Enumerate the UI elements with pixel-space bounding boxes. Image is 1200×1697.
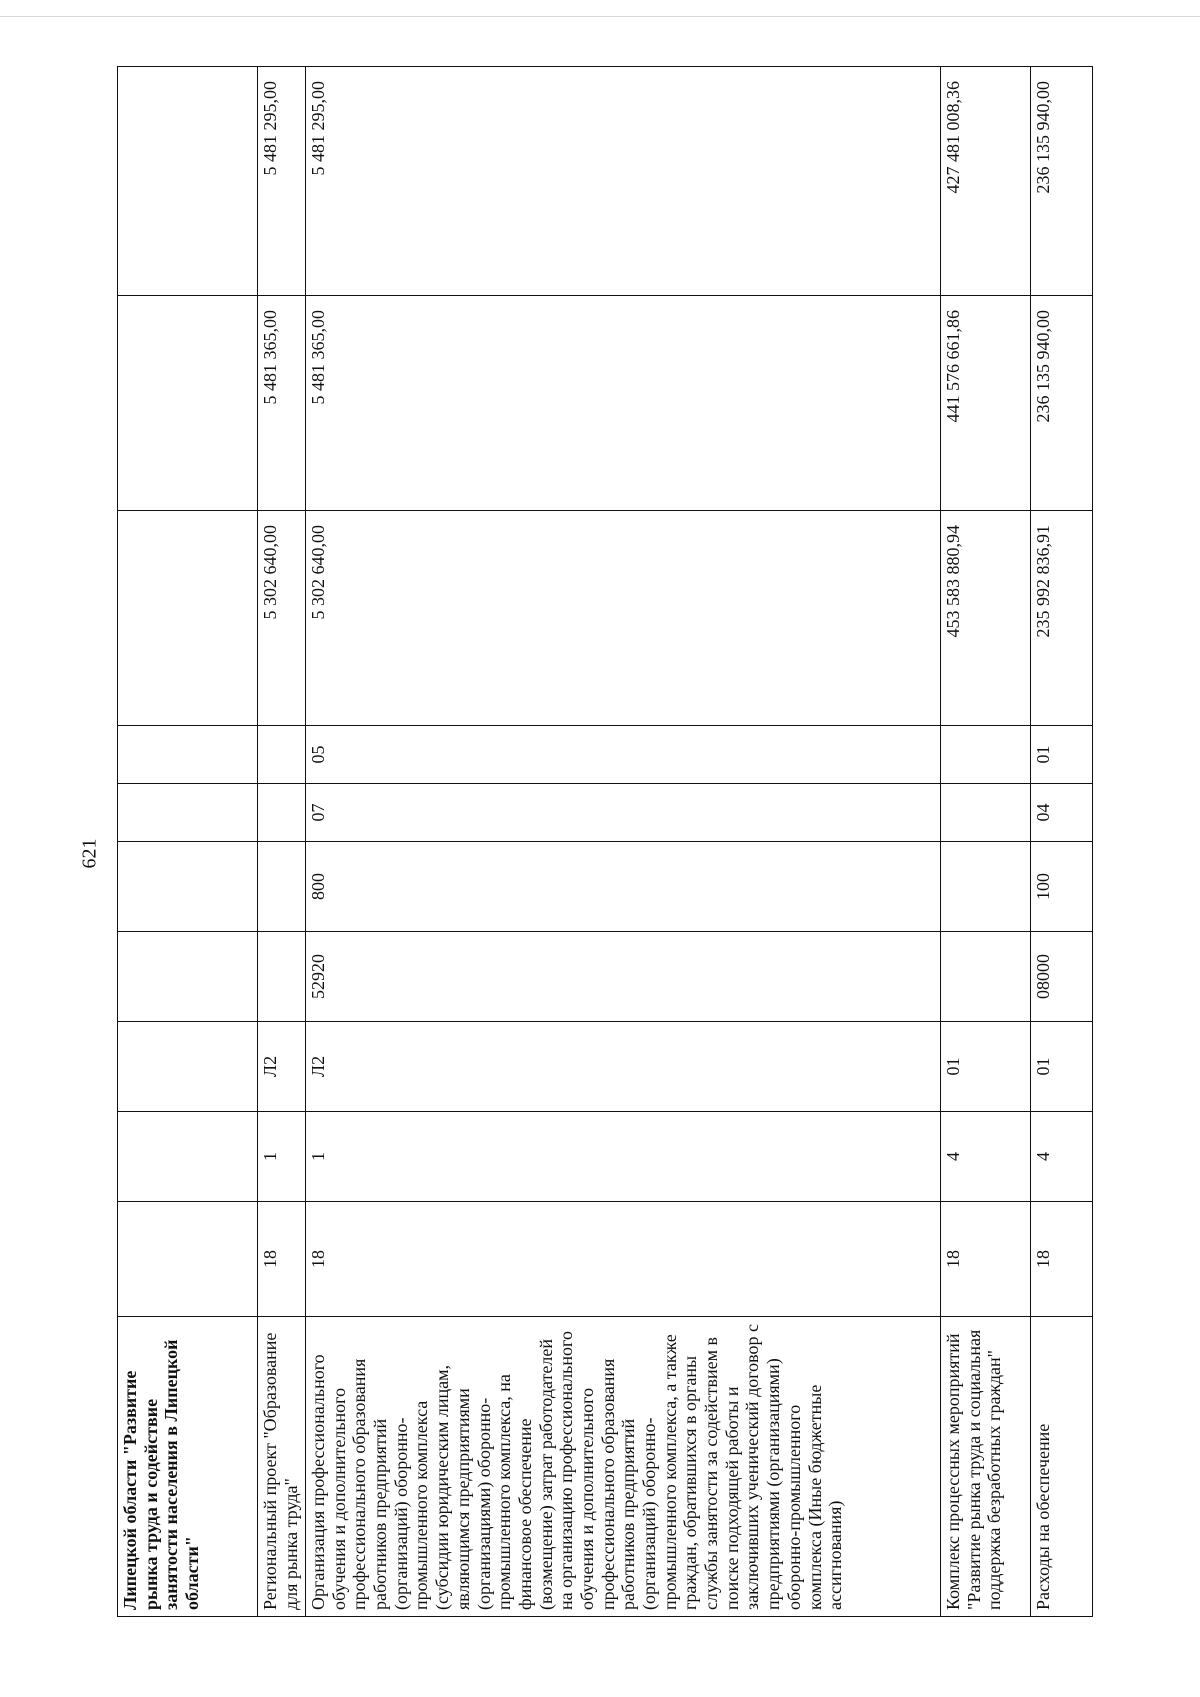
code-subsection-cell: 01 bbox=[1031, 726, 1093, 784]
code-project-cell: Л2 bbox=[306, 1022, 941, 1112]
row-name-cell: Региональный проект "Образование для рынка труда" bbox=[258, 1317, 306, 1617]
table-row bbox=[258, 67, 306, 1617]
code-project-cell: Л2 bbox=[258, 1022, 306, 1112]
amount-year2-cell: 5 481 365,00 bbox=[258, 296, 306, 511]
table-row bbox=[118, 67, 258, 1617]
code-direction-cell: 52920 bbox=[306, 932, 941, 1022]
row-name-cell: Организация профессионального обучения и дополнительного профессионального образования работников предприятий (организаций) оборонно-промышленного комплекса (субсидии юридическим лицам, являющимся предприятиями (организациями) оборонно-промышленного комплекса, на финансовое обеспечение (возмещение) затрат работодателей на организацию профессионального обучения и дополнительного профессионального образования работников предприятий (организаций) оборонно-промышленного комплекса, а также граждан, обратившихся в органы службы занятости за содействием в поиске подходящей работы и заключивших ученический договор с предприятиями (организациями) оборонно-промышленного комплекса (Иные бюджетные ассигнования) bbox=[306, 1317, 941, 1617]
amount-year2-cell bbox=[118, 296, 258, 511]
code-section-cell: 07 bbox=[306, 784, 941, 842]
code-expense-type-cell: 800 bbox=[306, 842, 941, 932]
amount-year2-cell: 236 135 940,00 bbox=[1031, 296, 1093, 511]
code-subprogram-cell bbox=[118, 1112, 258, 1202]
code-project-cell: 01 bbox=[1031, 1022, 1093, 1112]
code-gp-cell: 18 bbox=[258, 1202, 306, 1317]
code-subprogram-cell: 1 bbox=[258, 1112, 306, 1202]
budget-table bbox=[117, 66, 1093, 1617]
code-project-cell bbox=[118, 1022, 258, 1112]
code-expense-type-cell bbox=[941, 842, 1031, 932]
code-expense-type-cell bbox=[118, 842, 258, 932]
amount-year1-cell bbox=[118, 511, 258, 726]
code-gp-cell: 18 bbox=[1031, 1202, 1093, 1317]
amount-year1-cell: 5 302 640,00 bbox=[306, 511, 941, 726]
code-gp-cell bbox=[118, 1202, 258, 1317]
code-subprogram-cell: 4 bbox=[1031, 1112, 1093, 1202]
code-section-cell: 04 bbox=[1031, 784, 1093, 842]
code-subsection-cell bbox=[258, 726, 306, 784]
code-gp-cell: 18 bbox=[306, 1202, 941, 1317]
code-subprogram-cell: 4 bbox=[941, 1112, 1031, 1202]
code-subsection-cell bbox=[118, 726, 258, 784]
code-section-cell bbox=[118, 784, 258, 842]
amount-year1-cell: 5 302 640,00 bbox=[258, 511, 306, 726]
amount-year1-cell: 453 583 880,94 bbox=[941, 511, 1031, 726]
table-row bbox=[1031, 67, 1093, 1617]
code-expense-type-cell: 100 bbox=[1031, 842, 1093, 932]
row-name-cell: Липецкой области "Развитие рынка труда и содействие занятости населения в Липецкой области" bbox=[118, 1317, 258, 1617]
code-gp-cell: 18 bbox=[941, 1202, 1031, 1317]
amount-year1-cell: 235 992 836,91 bbox=[1031, 511, 1093, 726]
amount-year3-cell: 427 481 008,36 bbox=[941, 67, 1031, 296]
row-name-cell: Расходы на обеспечение bbox=[1031, 1317, 1093, 1617]
amount-year3-cell: 236 135 940,00 bbox=[1031, 67, 1093, 296]
code-direction-cell bbox=[941, 932, 1031, 1022]
code-section-cell bbox=[258, 784, 306, 842]
code-direction-cell bbox=[118, 932, 258, 1022]
amount-year2-cell: 441 576 661,86 bbox=[941, 296, 1031, 511]
code-subprogram-cell: 1 bbox=[306, 1112, 941, 1202]
code-expense-type-cell bbox=[258, 842, 306, 932]
code-project-cell: 01 bbox=[941, 1022, 1031, 1112]
table-row bbox=[306, 67, 941, 1617]
amount-year3-cell bbox=[118, 67, 258, 296]
code-subsection-cell bbox=[941, 726, 1031, 784]
code-direction-cell: 08000 bbox=[1031, 932, 1093, 1022]
amount-year2-cell: 5 481 365,00 bbox=[306, 296, 941, 511]
amount-year3-cell: 5 481 295,00 bbox=[258, 67, 306, 296]
row-name-cell: Комплекс процессных мероприятий "Развитие рынка труда и социальная поддержка безработных граждан" bbox=[941, 1317, 1031, 1617]
rotated-table-wrapper bbox=[117, 67, 1092, 1617]
code-direction-cell bbox=[258, 932, 306, 1022]
page-number: 621 bbox=[78, 838, 101, 869]
code-subsection-cell: 05 bbox=[306, 726, 941, 784]
scan-top-edge bbox=[0, 16, 1200, 17]
code-section-cell bbox=[941, 784, 1031, 842]
amount-year3-cell: 5 481 295,00 bbox=[306, 67, 941, 296]
table-row bbox=[941, 67, 1031, 1617]
